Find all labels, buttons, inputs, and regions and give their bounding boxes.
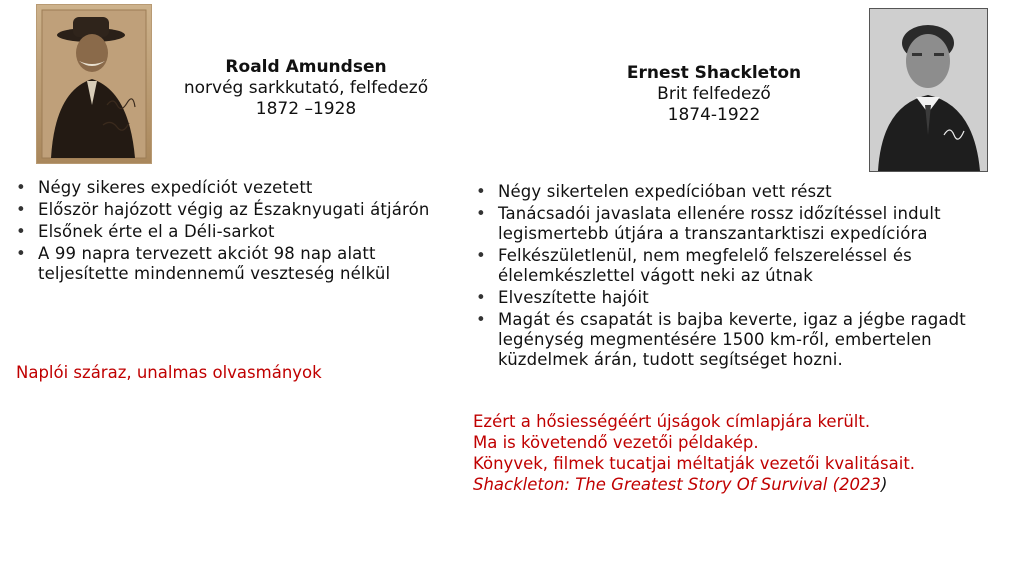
- shackleton-note: Ma is követendő vezetői példakép.: [473, 433, 759, 452]
- list-item: • A 99 napra tervezett akciót 98 nap alatt teljesítette mindennemű veszteség nélkül: [14, 244, 454, 284]
- shackleton-subtitle: Brit felfedező: [657, 84, 771, 104]
- shackleton-note: Könyvek, filmek tucatjai méltatják vezetői kvalitásait.: [473, 454, 916, 473]
- shackleton-portrait: [869, 8, 988, 172]
- list-item: • Elsőnek érte el a Déli-sarkot: [14, 222, 454, 242]
- list-item: • Elveszítette hajóit: [474, 288, 1019, 308]
- amundsen-portrait: [36, 4, 152, 164]
- shackleton-notes: [473, 411, 1018, 495]
- list-item: • Először hajózott végig az Északnyugati átjárón: [14, 200, 454, 220]
- amundsen-name: Roald Amundsen: [225, 57, 387, 77]
- shackleton-achievements-list: [474, 182, 1019, 372]
- amundsen-header: [160, 57, 452, 120]
- amundsen-achievements-list: [14, 178, 454, 286]
- shackleton-name: Ernest Shackleton: [626, 63, 802, 83]
- film-closing-paren: ): [881, 475, 888, 494]
- shackleton-note: Ezért a hősiességéért újságok címlapjára került.: [473, 412, 871, 431]
- amundsen-years: 1872 –1928: [255, 99, 357, 119]
- shackleton-years: 1874-1922: [667, 105, 761, 125]
- list-item: • Négy sikertelen expedícióban vett részt: [474, 182, 1019, 202]
- shackleton-header: [588, 63, 840, 126]
- list-item: • Négy sikeres expedíciót vezetett: [14, 178, 454, 198]
- list-item: • Felkészületlenül, nem megfelelő felszereléssel és élelemkészlettel vágott neki az útnak: [474, 246, 1019, 286]
- amundsen-subtitle: norvég sarkkutató, felfedező: [183, 78, 429, 98]
- list-item: • Magát és csapatát is bajba keverte, igaz a jégbe ragadt legénység megmentésére 1500 km-ről, embertelen küzdelmek árán, tudott segítséget hozni.: [474, 310, 1019, 370]
- film-title: Shackleton: The Greatest Story Of Survival (2023: [473, 475, 881, 494]
- amundsen-note: Naplói száraz, unalmas olvasmányok: [16, 363, 322, 382]
- film-reference: [473, 474, 1018, 495]
- list-item: • Tanácsadói javaslata ellenére rossz időzítéssel indult legismertebb útjára a transzantarktiszi expedícióra: [474, 204, 1019, 244]
